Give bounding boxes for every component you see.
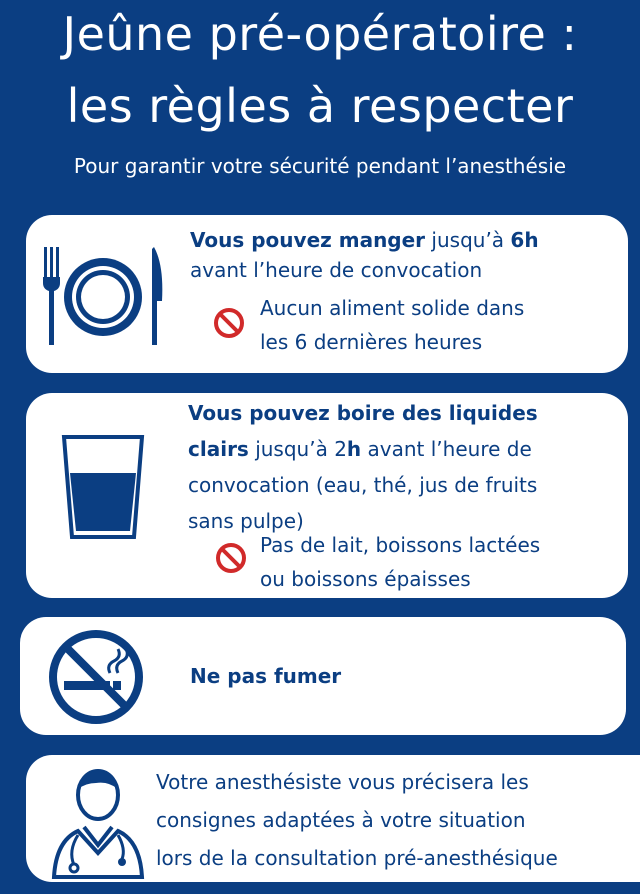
card-no-smoking <box>20 617 626 735</box>
drink-warning <box>260 528 540 596</box>
doctor-text <box>156 763 558 877</box>
drink-bold-clairs: clairs <box>188 437 249 461</box>
drink-warning-line-1: Pas de lait, boissons lactées <box>260 533 541 557</box>
eat-warning-line-1: Aucun aliment solide dans <box>260 296 525 320</box>
eat-hours: 6h <box>510 228 539 252</box>
drink-connector: jusqu’à 2 <box>248 437 347 461</box>
card-doctor <box>26 755 640 882</box>
plate-cutlery-icon <box>40 245 166 347</box>
title-line-2: les règles à respecter <box>66 79 574 133</box>
doctor-line-2: consignes adaptées à votre situation <box>156 808 526 832</box>
prohibited-icon <box>213 307 245 339</box>
no-smoking-icon <box>48 629 144 725</box>
doctor-line-1: Votre anesthésiste vous précisera les <box>156 770 529 794</box>
eat-connector: jusqu’à <box>425 228 511 252</box>
eat-text <box>190 225 539 285</box>
drink-line-2-end: avant l’heure de <box>361 437 532 461</box>
drink-bold-line-1: Vous pouvez boire des liquides <box>188 401 538 425</box>
subtitle: Pour garantir votre sécurité pendant l’anesthésie <box>73 154 567 178</box>
drink-line-4: sans pulpe) <box>188 509 304 533</box>
drink-line-3: convocation (eau, thé, jus de fruits <box>188 473 538 497</box>
drink-hours-unit: h <box>346 437 362 461</box>
doctor-line-3: lors de la consultation pré-anesthésique <box>156 846 558 870</box>
prohibited-icon <box>215 542 247 574</box>
title-line-1: Jeûne pré-opératoire : <box>62 7 578 61</box>
drink-text <box>188 395 538 539</box>
eat-warning <box>260 291 524 359</box>
drink-warning-line-2: ou boissons épaisses <box>260 567 471 591</box>
eat-line-2: avant l’heure de convocation <box>190 258 483 282</box>
card-eating <box>26 215 628 373</box>
card-drinking <box>26 393 628 598</box>
eat-bold-phrase: Vous pouvez manger <box>190 228 426 252</box>
doctor-icon <box>48 761 148 879</box>
no-smoking-label: Ne pas fumer <box>190 664 342 688</box>
eat-warning-line-2: les 6 dernières heures <box>260 330 483 354</box>
glass-of-water-icon <box>60 433 146 543</box>
